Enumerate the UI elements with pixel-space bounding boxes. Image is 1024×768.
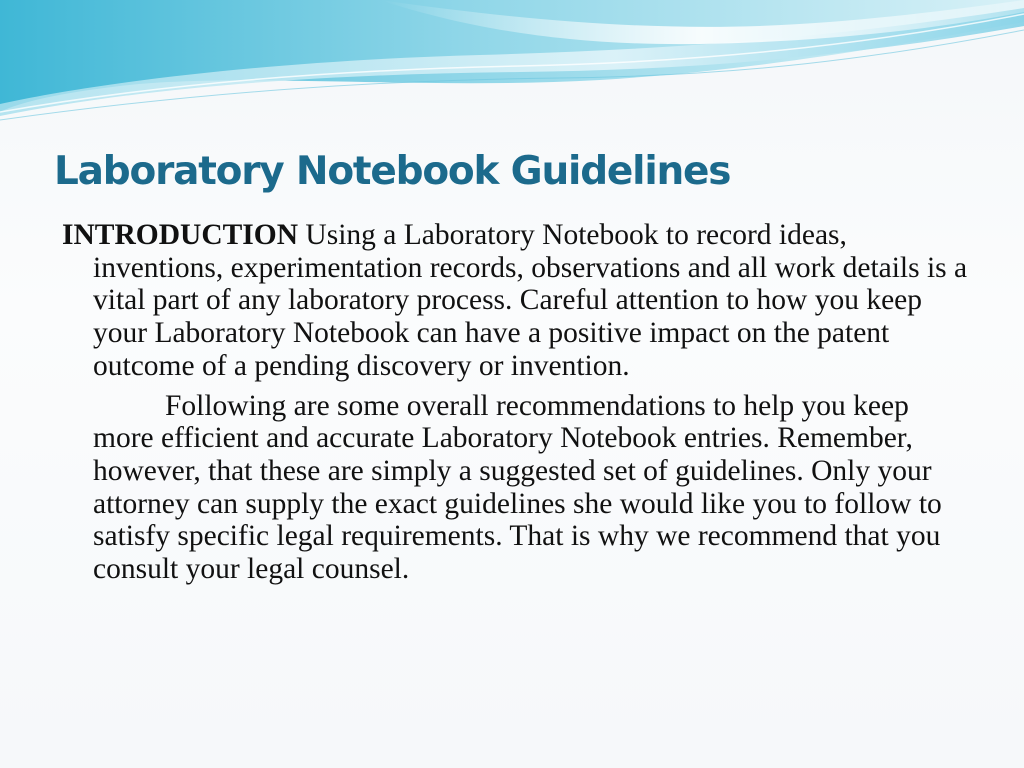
slide-title: Laboratory Notebook Guidelines (54, 149, 731, 194)
slide-body (62, 219, 972, 586)
following-paragraph: Following are some overall recommendations to help you keep more efficient and accurate Laboratory Notebook entries. Remember, however, that these are simply a suggested set of guidelines. Only your attorney can supply the exact guidelines she would like you to follow to satisfy specific legal requirements. That is why we recommend that you consult your legal counsel. (93, 389, 942, 586)
intro-label: INTRODUCTION (62, 219, 299, 251)
intro-text: Using a Laboratory Notebook to record ideas, inventions, experimentation records, observations and all work details is a vital part of any laboratory process. Careful attention to how you keep your Laboratory Notebook can have a positive impact on the patent outcome of a pending discovery or invention. (93, 219, 968, 382)
intro-paragraph (62, 219, 972, 383)
decorative-wave (0, 0, 1024, 130)
